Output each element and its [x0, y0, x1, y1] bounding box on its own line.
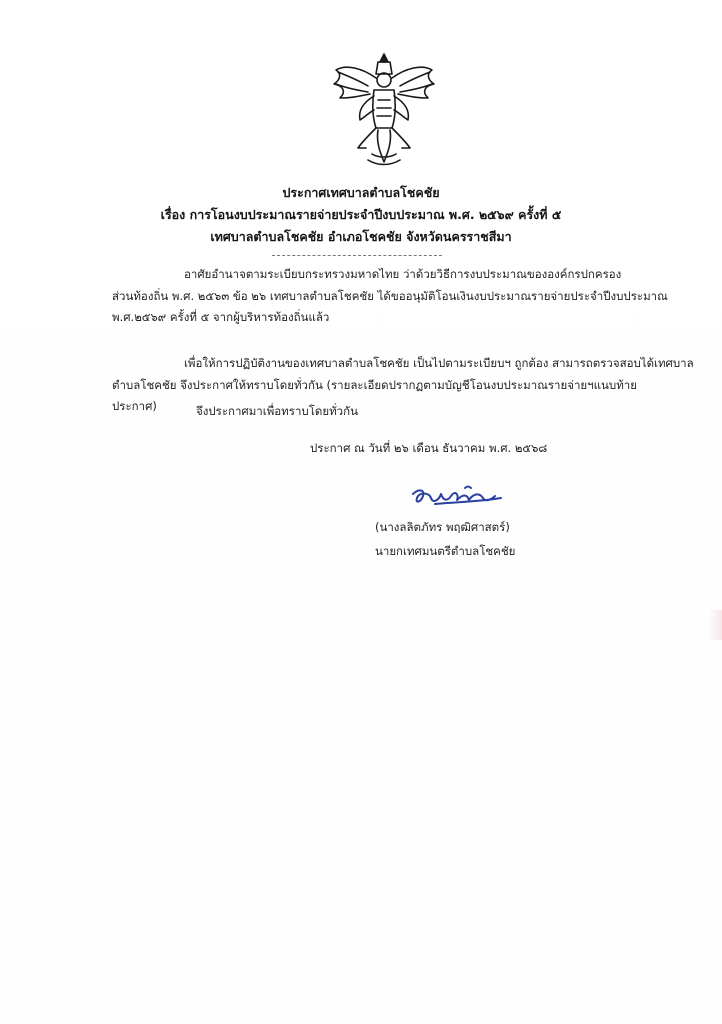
- header-divider: [272, 255, 442, 256]
- paragraph-authority-line-3: พ.ศ.๒๕๖๙ ครั้งที่ ๕ จากผู้บริหารท้องถิ่นแล้ว: [112, 310, 330, 324]
- paragraph-closing: จึงประกาศมาเพื่อทราบโดยทั่วกัน: [196, 404, 358, 418]
- announcement-date: ประกาศ ณ วันที่ ๒๖ เดือน ธันวาคม พ.ศ. ๒๕๖๘: [310, 441, 548, 455]
- paragraph-authority-line-2: ส่วนท้องถิ่น พ.ศ. ๒๕๖๓ ข้อ ๒๖ เทศบาลตำบลโชคชัย ได้ขออนุมัติโอนเงินงบประมาณรายจ่ายประจำปีงบประมาณ: [112, 288, 668, 303]
- signature-mark: [405, 480, 515, 516]
- announcement-subject: เรื่อง การโอนงบประมาณรายจ่ายประจำปีงบประมาณ พ.ศ. ๒๕๖๙ ครั้งที่ ๕: [160, 207, 562, 222]
- signer-name: (นางลลิตภัทร พฤฒิศาสตร์): [375, 520, 510, 534]
- paragraph-purpose-line-2: ตำบลโชคชัย จึงประกาศให้ทราบโดยทั่วกัน (รายละเอียดปรากฏตามบัญชีโอนงบประมาณรายจ่ายฯแนบท้าย: [112, 377, 637, 392]
- announcement-issuer: เทศบาลตำบลโชคชัย อำเภอโชคชัย จังหวัดนครราชสีมา: [210, 229, 512, 244]
- scan-edge-mark: [708, 610, 722, 640]
- garuda-emblem-icon: [328, 50, 440, 168]
- signer-title: นายกเทศมนตรีตำบลโชคชัย: [375, 544, 516, 558]
- paragraph-authority-line-1: อาศัยอำนาจตามระเบียบกระทรวงมหาดไทย ว่าด้วยวิธีการงบประมาณขององค์กรปกครอง: [184, 267, 622, 281]
- paragraph-authority: [112, 264, 668, 329]
- paragraph-purpose-line-1: เพื่อให้การปฏิบัติงานของเทศบาลตำบลโชคชัย เป็นไปตามระเบียบฯ ถูกต้อง สามารถตรวจสอบได้เทศบาล: [184, 356, 694, 370]
- paragraph-purpose-line-3: ประกาศ): [112, 399, 157, 413]
- announcement-title: ประกาศเทศบาลตำบลโชคชัย: [282, 185, 440, 200]
